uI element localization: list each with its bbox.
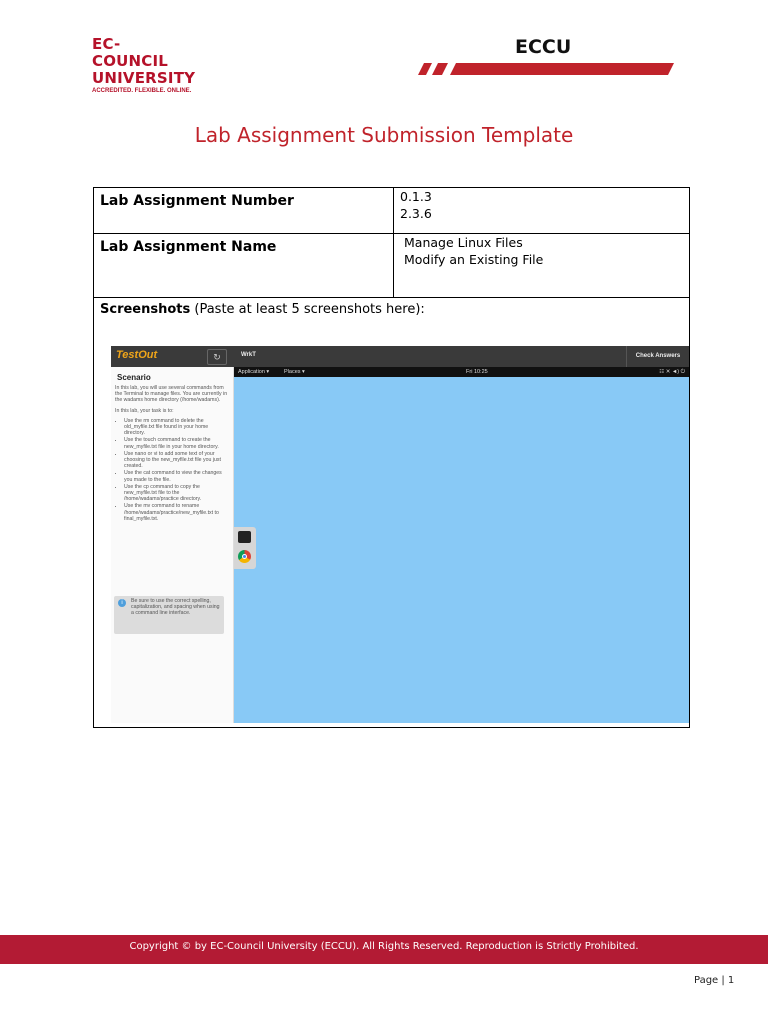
screenshots-hint: (Paste at least 5 screenshots here):: [194, 302, 425, 317]
page-number: Page | 1: [694, 975, 735, 986]
lab-name-value-cell: [394, 234, 690, 298]
logo-text-line2: UNIVERSITY: [92, 69, 196, 87]
info-icon: i: [118, 599, 126, 607]
task-item: • Use the mv command to rename /home/wadams/practice/new_myfile.txt to final_myfile.txt.: [124, 503, 230, 522]
footer-band: Copyright © by EC-Council University (ECCU). All Rights Reserved. Reproduction is Strictly Prohibited.: [0, 935, 768, 964]
lab-number-label: Lab Assignment Number: [100, 193, 294, 209]
scenario-task-heading: In this lab, your task is to:: [115, 407, 174, 414]
desktop-top-bar: [234, 367, 689, 377]
screenshots-cell: [94, 298, 690, 728]
lab-name-label-cell: [94, 234, 394, 298]
logo-text-line1: EC-COUNCIL: [92, 35, 169, 70]
task-item: • Use nano or vi to add some text of your choosing to the new_myfile.txt file you just created.: [124, 451, 230, 470]
screenshots-label: Screenshots: [100, 302, 191, 317]
lab-assignment-table: [93, 187, 690, 728]
lab-number-label-cell: [94, 188, 394, 234]
menu-item[interactable]: WrkT: [241, 352, 256, 358]
desktop-area[interactable]: [234, 377, 689, 723]
refresh-icon[interactable]: ↻: [207, 349, 227, 365]
lab-number-value: 2.3.6: [400, 206, 432, 221]
note-text: Be sure to use the correct spelling, capitalization, and spacing when using a command line interface.: [131, 598, 220, 617]
terminal-icon[interactable]: [238, 531, 251, 543]
logo-tagline: ACCREDITED. FLEXIBLE. ONLINE.: [92, 88, 192, 94]
task-list: [115, 418, 230, 522]
chrome-icon[interactable]: [238, 550, 251, 563]
lab-name-label: Lab Assignment Name: [100, 239, 277, 255]
header-accent-bar: [418, 63, 674, 75]
application-menu[interactable]: Application ▾: [238, 369, 270, 375]
header-short-name: ECCU: [515, 36, 572, 58]
lab-number-value-cell: [394, 188, 690, 234]
task-item: • Use the cat command to view the changes you made to the file.: [124, 470, 230, 482]
task-item: • Use the cp command to copy the new_myfile.txt file to the /home/wadams/practice directory.: [124, 484, 230, 503]
clock: Fri 10:25: [466, 369, 488, 375]
scenario-note: [114, 596, 224, 634]
scenario-title: Scenario: [117, 373, 151, 382]
places-menu[interactable]: Places ▾: [284, 369, 305, 375]
page-title: Lab Assignment Submission Template: [194, 123, 574, 147]
task-item: • Use the touch command to create the new_myfile.txt file in your home directory.: [124, 437, 230, 449]
task-item: • Use the rm command to delete the old_myfile.txt file found in your home directory.: [124, 418, 230, 437]
embedded-screenshot: [111, 346, 689, 723]
check-answers-button[interactable]: Check Answers: [626, 346, 689, 367]
lab-number-value: 0.1.3: [400, 189, 432, 204]
scenario-text: [115, 385, 230, 523]
system-tray[interactable]: ☷ ✕ ◄) ⏻: [659, 369, 685, 375]
testout-logo: TestOut: [116, 349, 158, 361]
lab-name-value: Modify an Existing File: [404, 252, 544, 267]
scenario-panel: [111, 367, 234, 723]
lab-name-value: Manage Linux Files: [404, 235, 523, 250]
dock: [234, 527, 256, 569]
testout-toolbar: [111, 346, 689, 367]
eccu-logo: [92, 35, 196, 94]
scenario-intro: In this lab, you will use several commands from the Terminal to manage files. You are currently in the wadams home directory (/home/wadams).: [115, 385, 228, 404]
